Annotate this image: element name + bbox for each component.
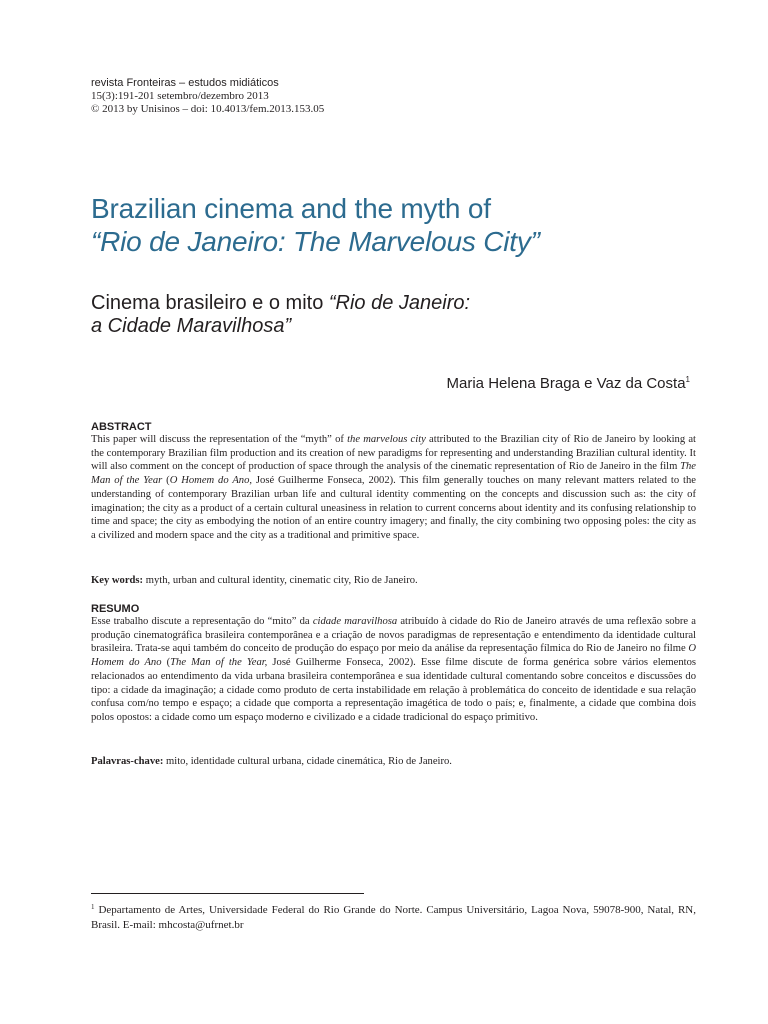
keywords-text: myth, urban and cultural identity, cinematic city, Rio de Janeiro. <box>143 575 418 586</box>
journal-header <box>91 77 324 116</box>
footnote-text: Departamento de Artes, Universidade Federal do Rio Grande do Norte. Campus Universitário, Lagoa Nova, 59078-900, Natal, RN, Brasil. E-mail: mhcosta@ufrnet.br <box>91 904 696 931</box>
footnote-divider <box>91 893 364 894</box>
journal-name: revista Fronteiras – estudos midiáticos <box>91 77 279 89</box>
title-line-2: “Rio de Janeiro: The Marvelous City” <box>91 226 540 257</box>
author-name: Maria Helena Braga e Vaz da Costa <box>446 375 686 392</box>
palavras-label: Palavras-chave: <box>91 756 164 767</box>
footnote-mark: 1 <box>91 903 95 911</box>
article-title <box>91 192 540 258</box>
keywords-line <box>91 574 696 588</box>
journal-issue: 15(3):191-201 setembro/dezembro 2013 <box>91 90 269 102</box>
palavras-section <box>91 755 696 769</box>
subtitle-line-2: a Cidade Maravilhosa” <box>91 315 292 337</box>
keywords-label: Key words: <box>91 575 144 586</box>
resumo-heading: RESUMO <box>91 603 140 615</box>
title-line-1: Brazilian cinema and the myth of <box>91 193 491 224</box>
palavras-line <box>91 755 696 769</box>
resumo-section <box>91 603 696 725</box>
resumo-text: Esse trabalho discute a representação do “mito” da cidade maravilhosa atribuído à cidade do Rio de Janeiro através de uma reflexão sobre a produção cinematográfica brasileira contemporânea e a criação de novos paradigmas de representação e entendimento da identidade cultural brasileira. Trata-se aqui também do conceito de produção do espaço por meio da análise da representação fílmica do Rio de Janeiro no filme O Homem do Ano (The Man of the Year, José Guilherme Fonseca, 2002). Esse filme discute de forma genérica sobre vários elementos relacionados ao entendimento da vida urbana brasileira contemporânea e sua identidade cultural comentando sobre conceitos e discussões do tipo: a cidade da imaginação; a cidade como produto de certa instabilidade em relação à problemática do conceito de identidade e sua relação confusa com/no tempo e espaço; a cidade que comporta a representação imagética de todo o país; e, finalmente, a cidade que combina dois polos opostos: a cidade como um espaço moderno e civilizado e a cidade tradicional do espaço primitivo. <box>91 616 697 723</box>
journal-copyright: © 2013 by Unisinos – doi: 10.4013/fem.2013.153.05 <box>91 103 325 115</box>
abstract-text: This paper will discuss the representation of the “myth” of the marvelous city attributed to the Brazilian city of Rio de Janeiro by looking at the contemporary Brazilian film production and its creation of new paradigms for representing and understanding Brazilian cultural identity. It will also comment on the concept of production of space through the analysis of the cinematic representation of Rio de Janeiro in the film The Man of the Year (O Homem do Ano, José Guilherme Fonseca, 2002). This film generally touches on many relevant matters related to the understanding of contemporary Brazilian urban life and cultural identity commenting on the concepts and discussion such as: the city of imagination; the city as a product of a certain cultural uneasiness in relation to current concerns about identity and its confusing relationship to time and space; the city as embodying the notion of an entire country imagery; and finally, the city combining two opposing poles: the city as a civilized and modern space and the city as a traditional and primitive space. <box>91 434 696 541</box>
palavras-text: mito, identidade cultural urbana, cidade cinemática, Rio de Janeiro. <box>163 756 452 767</box>
keywords-section <box>91 574 696 588</box>
subtitle-part-1-italic: “Rio de Janeiro: <box>328 292 471 314</box>
author-footnote-mark: 1 <box>685 375 690 384</box>
article-subtitle <box>91 292 470 338</box>
abstract-heading: ABSTRACT <box>91 421 152 433</box>
footnote <box>91 900 696 933</box>
abstract-section <box>91 421 696 543</box>
subtitle-part-1: Cinema brasileiro e o mito <box>91 292 329 314</box>
author-line <box>447 371 690 393</box>
